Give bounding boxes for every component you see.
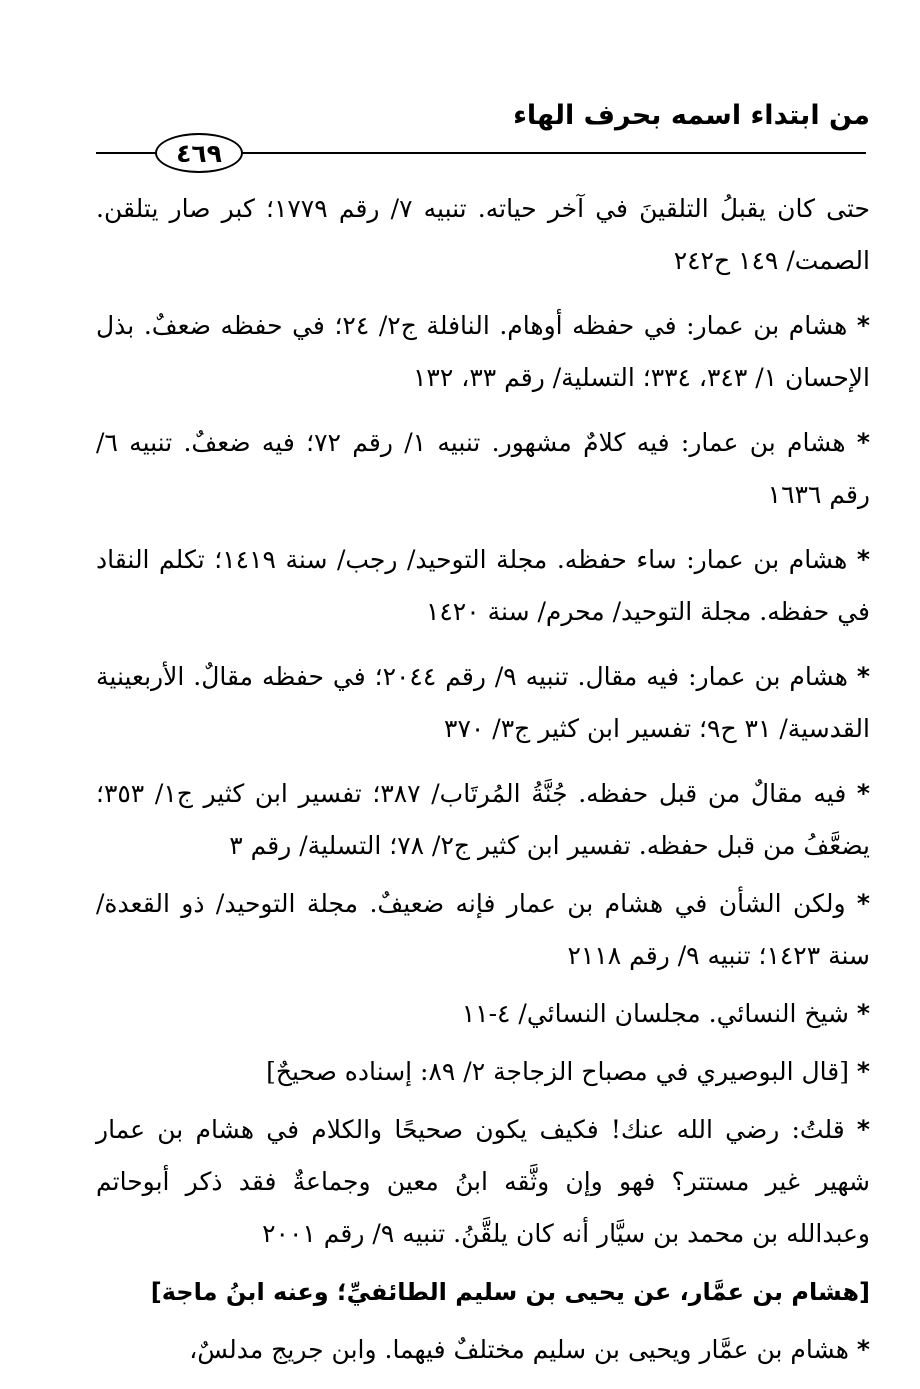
star-bullet-icon: *	[856, 311, 870, 340]
body-text	[96, 183, 870, 1389]
star-bullet-icon: *	[856, 428, 870, 457]
star-bullet-icon: *	[856, 545, 870, 574]
entry-text: حتى كان يقبلُ التلقينَ في آخر حياته. تنبيه ٧/ رقم ١٧٧٩؛ كبر صار يتلقن. الصمت/ ١٤٩ ح٢٤٢	[96, 194, 870, 275]
star-bullet-icon: *	[856, 779, 870, 808]
entry-6	[96, 768, 870, 872]
star-bullet-icon: *	[856, 1335, 870, 1364]
star-bullet-icon: *	[856, 1057, 870, 1086]
entry-text: هشام بن عمار: ساء حفظه. مجلة التوحيد/ رجب/ سنة ١٤١٩؛ تكلم النقاد في حفظه. مجلة التوحيد/ محرم/ سنة ١٤٢٠	[96, 545, 870, 626]
star-bullet-icon: *	[856, 999, 870, 1028]
star-bullet-icon: *	[856, 1115, 870, 1144]
entry-text: شيخ النسائي. مجلسان النسائي/ ٤-١١	[461, 999, 849, 1028]
section-heading: [هشام بن عمَّار، عن يحيى بن سليم الطائفيِّ؛ وعنه ابنُ ماجة]	[150, 1278, 870, 1306]
entry-10	[96, 1104, 870, 1260]
star-bullet-icon: *	[856, 662, 870, 691]
entry-2	[96, 300, 870, 404]
page-number: ٤٦٩	[155, 133, 243, 173]
running-title: من ابتداء اسمه بحرف الهاء	[513, 100, 870, 131]
entry-text: هشام بن عمار: في حفظه أوهام. النافلة ج٢/ ٢٤؛ في حفظه ضعفٌ. بذل الإحسان ١/ ٣٤٣، ٣٣٤؛ التسلية/ رقم ٣٣، ١٣٢	[96, 311, 870, 392]
entry-last	[96, 1324, 870, 1376]
entry-4	[96, 534, 870, 638]
entry-text: [قال البوصيري في مصباح الزجاجة ٢/ ٨٩: إسناده صحيحٌ]	[266, 1057, 849, 1086]
entry-text: هشام بن عمار: فيه مقال. تنبيه ٩/ رقم ٢٠٤٤؛ في حفظه مقالٌ. الأربعينية القدسية/ ٣١ ح٩؛ تفسير ابن كثير ج٣/ ٣٧٠	[96, 662, 870, 743]
entry-7	[96, 878, 870, 982]
star-bullet-icon: *	[856, 889, 870, 918]
entry-text: هشام بن عمار: فيه كلامٌ مشهور. تنبيه ١/ رقم ٧٢؛ فيه ضعفٌ. تنبيه ٦/ رقم ١٦٣٦	[96, 428, 870, 509]
entry-5	[96, 651, 870, 755]
entry-3	[96, 417, 870, 521]
entry-text: فيه مقالٌ من قبل حفظه. جُنَّةُ المُرتَاب/ ٣٨٧؛ تفسير ابن كثير ج١/ ٣٥٣؛ يضعَّفُ من قبل حفظه. تفسير ابن كثير ج٢/ ٧٨؛ التسلية/ رقم ٣	[96, 779, 870, 860]
entry-9	[96, 1046, 870, 1098]
entry-text: ولكن الشأن في هشام بن عمار فإنه ضعيفٌ. مجلة التوحيد/ ذو القعدة/ سنة ١٤٢٣؛ تنبيه ٩/ رقم ٢١١٨	[96, 889, 870, 970]
entry-8	[96, 988, 870, 1040]
entry-text: هشام بن عمَّار ويحيى بن سليم مختلفٌ فيهما. وابن جريج مدلسٌ،	[189, 1335, 849, 1364]
entry-text: قلتُ: رضي الله عنك! فكيف يكون صحيحًا والكلام في هشام بن عمار شهير غير مستتر؟ فهو وإن وثَّقه ابنُ معين وجماعةٌ فقد ذكر أبوحاتم وعبدالله بن محمد بن سيَّار أنه كان يلقَّنُ. تنبيه ٩/ رقم ٢٠٠١	[96, 1115, 870, 1248]
entry-1	[96, 183, 870, 287]
